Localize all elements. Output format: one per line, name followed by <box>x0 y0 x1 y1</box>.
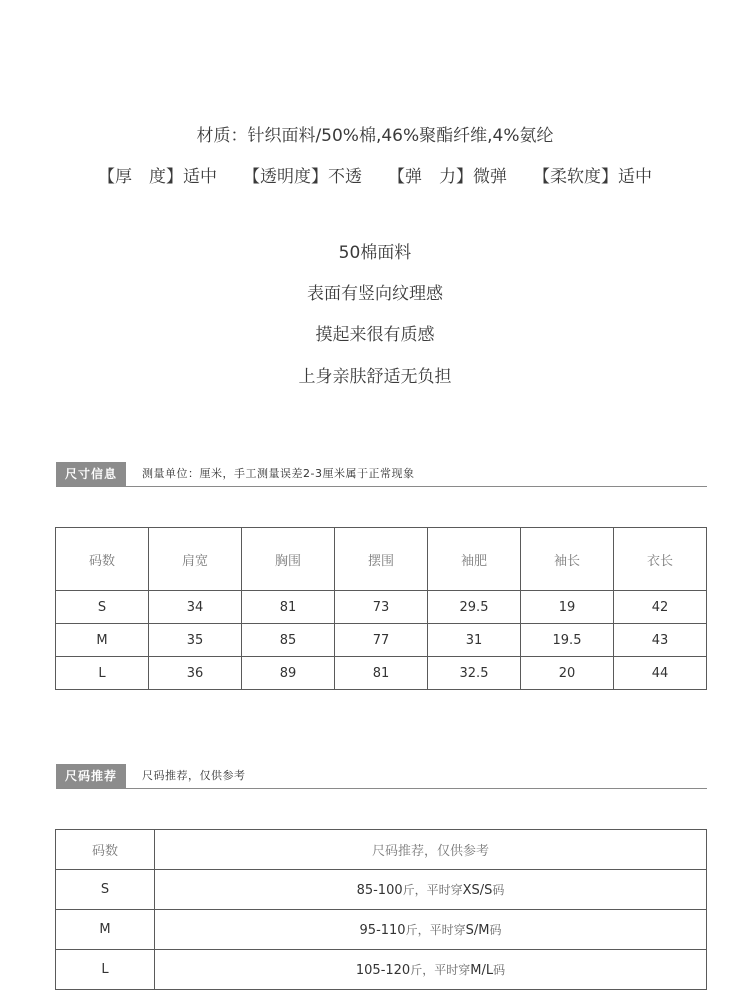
size-suffix: 码 <box>489 923 502 937</box>
feature-line-3: 摸起来很有质感 <box>315 325 435 345</box>
size-header-cell: 衣长 <box>614 528 707 591</box>
size-section-note: 测量单位：厘米，手工测量误差2-3厘米属于正常现象 <box>142 467 415 480</box>
recommend-table <box>55 829 707 990</box>
table-row <box>56 591 707 624</box>
table-cell: 85 <box>242 624 335 657</box>
size-suffix: 码 <box>492 883 505 897</box>
size-header-cell: 胸围 <box>242 528 335 591</box>
weight-range: 105-120 <box>355 963 411 978</box>
weight-unit: 斤，平时穿 <box>410 963 471 977</box>
feature-line-2: 表面有竖向纹理感 <box>307 284 443 304</box>
size-section-header <box>56 462 707 487</box>
feature-line-1: 50棉面料 <box>338 243 412 263</box>
size-header-cell: 袖长 <box>521 528 614 591</box>
table-row <box>56 950 707 990</box>
attribute-thickness: 【厚 度】适中 <box>98 167 217 187</box>
size-header-cell: 摆围 <box>335 528 428 591</box>
table-cell: 81 <box>242 591 335 624</box>
recommend-section-tag: 尺码推荐 <box>56 764 126 788</box>
table-cell: 35 <box>149 624 242 657</box>
attribute-softness: 【柔软度】适中 <box>533 167 652 187</box>
size-table <box>55 527 707 690</box>
table-row <box>56 624 707 657</box>
table-cell: M <box>56 910 155 950</box>
size-header-cell: 码数 <box>56 528 149 591</box>
weight-range: 85-100 <box>356 883 403 898</box>
usual-size: S/M <box>465 923 490 938</box>
usual-size: M/L <box>470 963 494 978</box>
recommend-header-cell: 尺码推荐，仅供参考 <box>155 830 707 870</box>
table-cell: 81 <box>335 657 428 690</box>
material-line: 材质：针织面料/50%棉,46%聚酯纤维,4%氨纶 <box>196 126 554 146</box>
table-row <box>56 657 707 690</box>
feature-line-4: 上身亲肤舒适无负担 <box>298 367 452 387</box>
recommend-header-cell: 码数 <box>56 830 155 870</box>
attribute-transparency: 【透明度】不透 <box>243 167 362 187</box>
table-cell: L <box>56 657 149 690</box>
table-row <box>56 870 707 910</box>
recommend-cell <box>155 870 707 910</box>
usual-size: XS/S <box>462 883 493 898</box>
table-cell: 19 <box>521 591 614 624</box>
table-cell: 19.5 <box>521 624 614 657</box>
recommend-cell <box>155 910 707 950</box>
table-cell: 36 <box>149 657 242 690</box>
weight-unit: 斤，平时穿 <box>402 883 463 897</box>
weight-unit: 斤，平时穿 <box>405 923 466 937</box>
size-header-cell: 肩宽 <box>149 528 242 591</box>
table-cell: 34 <box>149 591 242 624</box>
fabric-attributes <box>0 162 750 187</box>
recommend-table-header-row <box>56 830 707 870</box>
size-header-cell: 袖肥 <box>428 528 521 591</box>
table-cell: 32.5 <box>428 657 521 690</box>
recommend-section-header <box>56 764 707 789</box>
weight-range: 95-110 <box>359 923 406 938</box>
table-cell: S <box>56 870 155 910</box>
table-cell: 89 <box>242 657 335 690</box>
table-cell: S <box>56 591 149 624</box>
attribute-elasticity: 【弹 力】微弹 <box>388 167 507 187</box>
recommend-cell <box>155 950 707 990</box>
table-cell: 31 <box>428 624 521 657</box>
size-suffix: 码 <box>493 963 506 977</box>
table-cell: 42 <box>614 591 707 624</box>
table-cell: 29.5 <box>428 591 521 624</box>
table-cell: 20 <box>521 657 614 690</box>
size-section-tag: 尺寸信息 <box>56 462 126 486</box>
table-cell: L <box>56 950 155 990</box>
table-cell: 44 <box>614 657 707 690</box>
recommend-section-note: 尺码推荐，仅供参考 <box>142 769 246 782</box>
table-row <box>56 910 707 950</box>
table-cell: 73 <box>335 591 428 624</box>
size-table-header-row <box>56 528 707 591</box>
table-cell: M <box>56 624 149 657</box>
table-cell: 43 <box>614 624 707 657</box>
table-cell: 77 <box>335 624 428 657</box>
